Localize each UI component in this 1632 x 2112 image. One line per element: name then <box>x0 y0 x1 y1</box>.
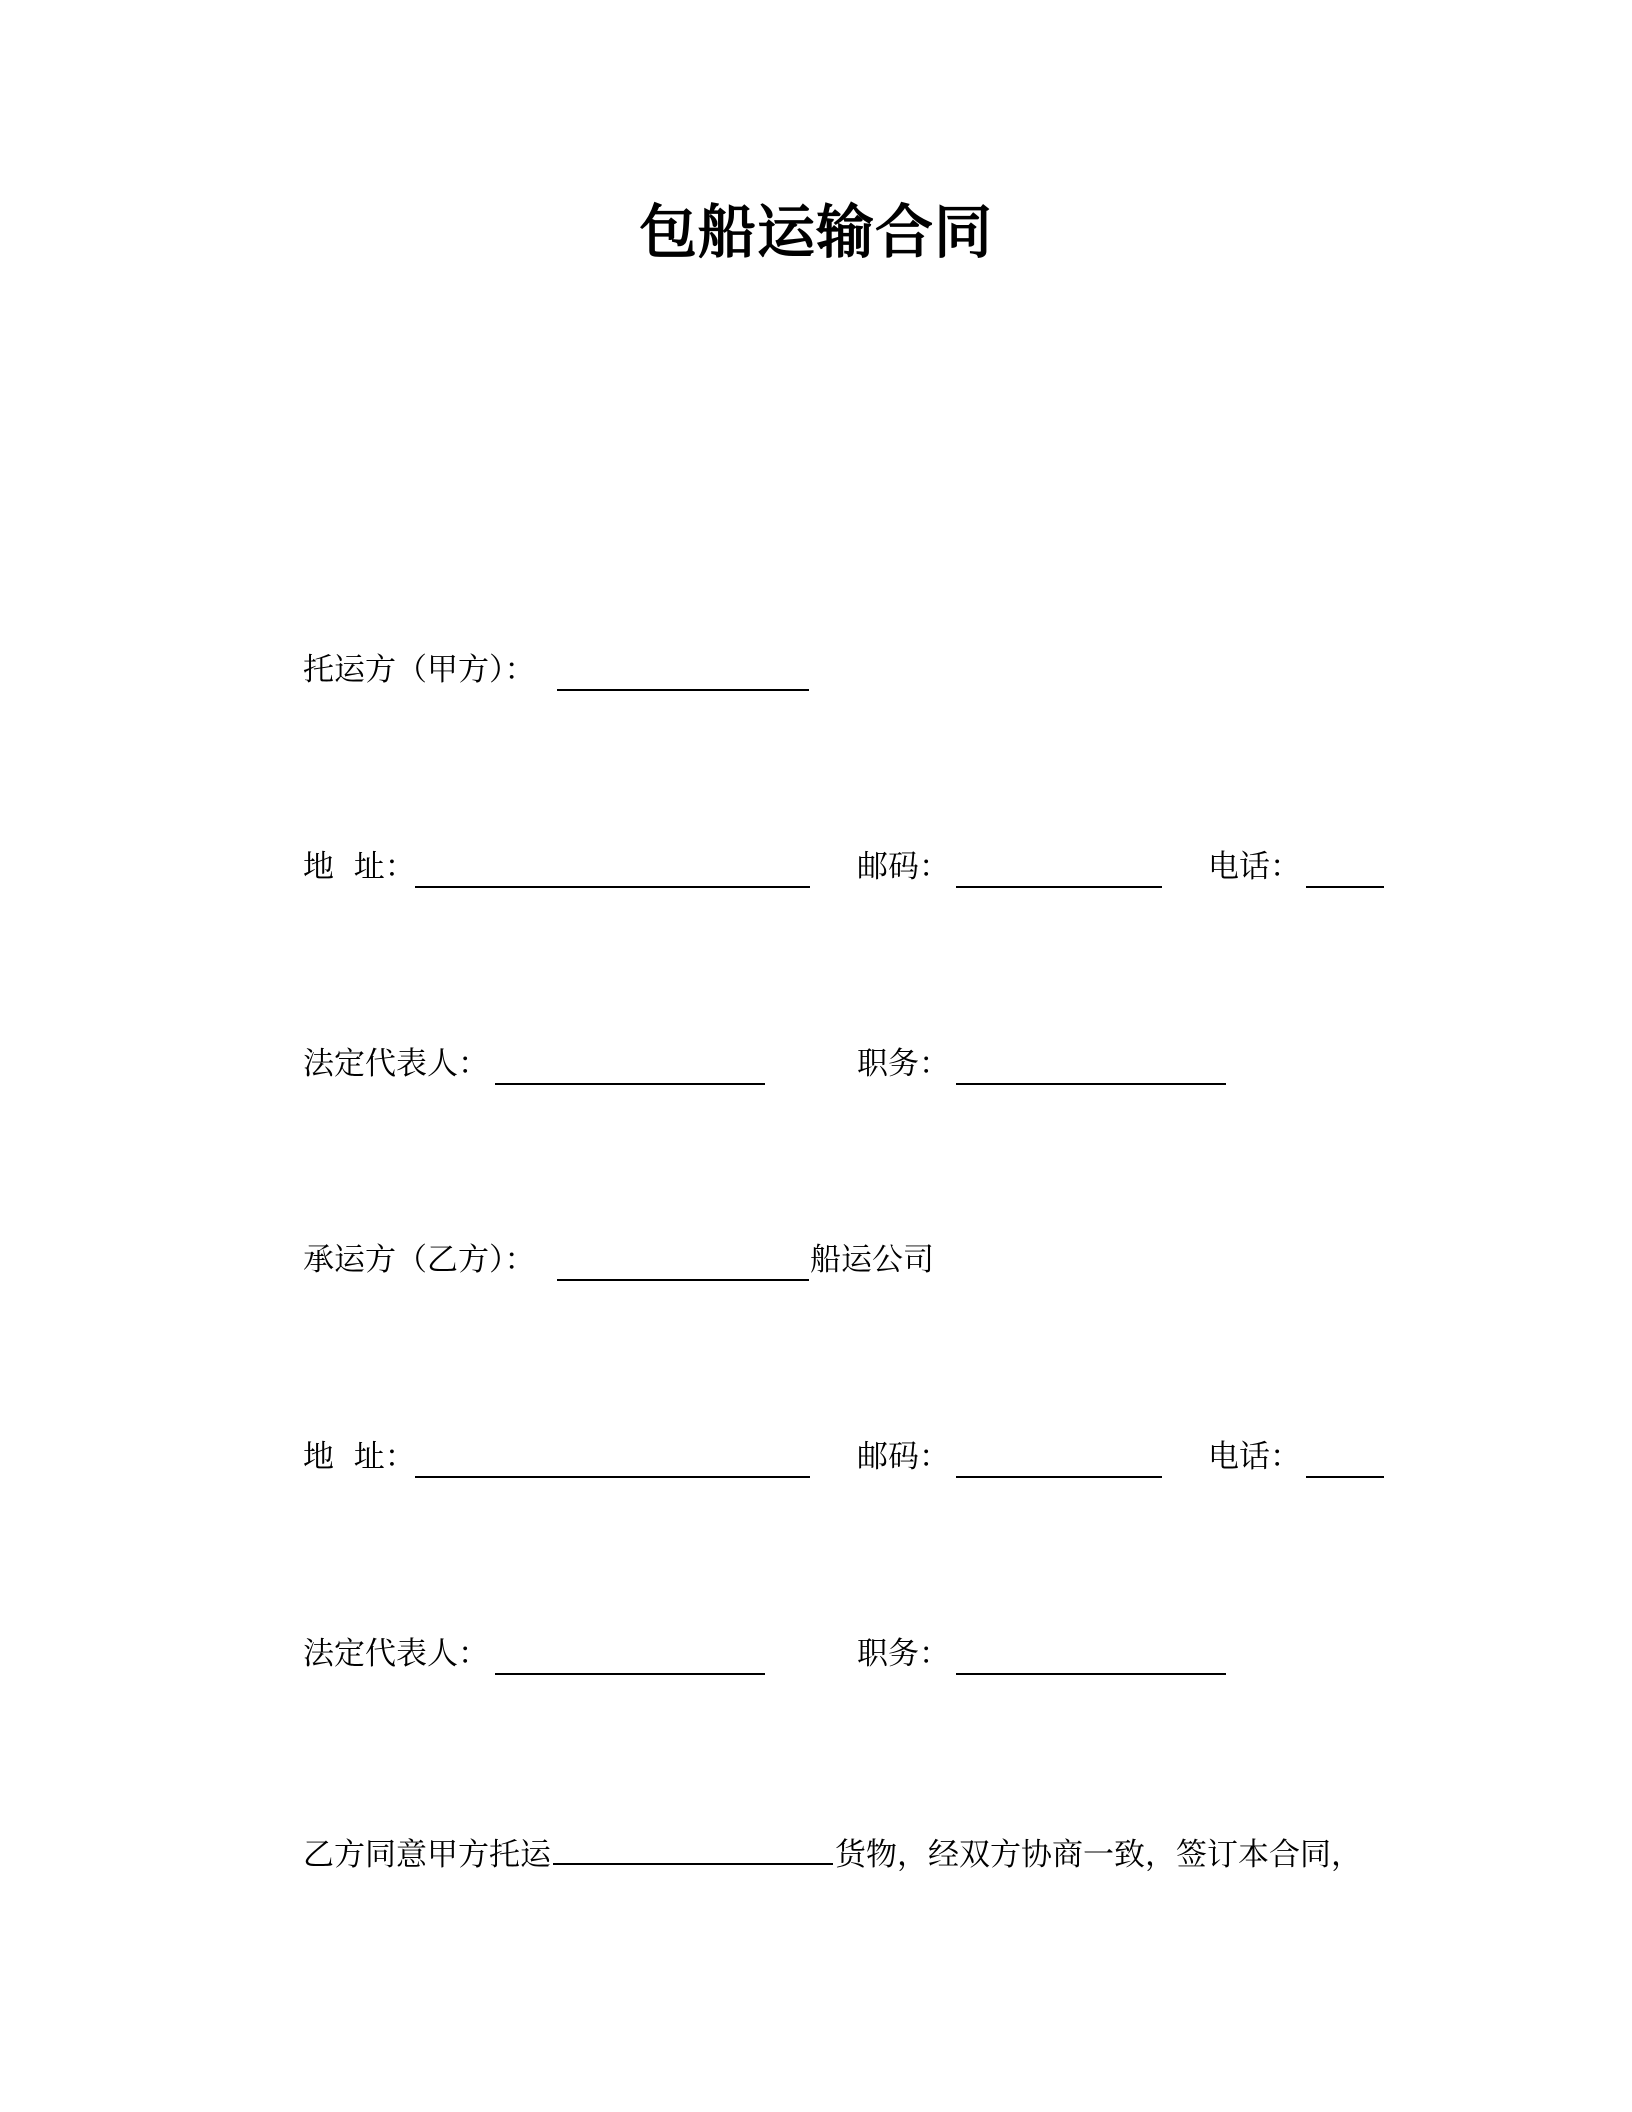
party-b-legal-rep-blank[interactable] <box>495 1673 765 1675</box>
party-a-postcode-blank[interactable] <box>956 886 1162 888</box>
party-a-address-blank[interactable] <box>415 886 810 888</box>
party-b-phone-label: 电话： <box>1208 1439 1301 1475</box>
party-b-address-label: 地 址： <box>303 1439 416 1475</box>
party-b-legal-rep-row <box>0 1634 1632 1674</box>
party-a-address-label: 地 址： <box>303 849 416 885</box>
party-a-name-blank[interactable] <box>557 689 809 691</box>
party-b-postcode-label: 邮码： <box>857 1439 950 1475</box>
party-a-phone-label: 电话： <box>1208 849 1301 885</box>
party-a-legal-rep-label: 法定代表人： <box>303 1046 489 1082</box>
party-a-position-blank[interactable] <box>956 1083 1226 1085</box>
party-a-legal-rep-row <box>0 1044 1632 1084</box>
document-title: 包船运输合同 <box>638 198 993 266</box>
party-b-name-label: 承运方（乙方）： <box>303 1242 536 1278</box>
party-b-postcode-blank[interactable] <box>956 1476 1162 1478</box>
party-a-postcode-label: 邮码： <box>857 849 950 885</box>
party-b-position-label: 职务： <box>857 1636 950 1672</box>
party-a-address-row <box>0 847 1632 887</box>
party-b-address-row <box>0 1437 1632 1477</box>
party-b-name-suffix: 船运公司 <box>810 1242 934 1278</box>
cargo-name-blank[interactable] <box>553 1831 833 1865</box>
party-b-phone-blank[interactable] <box>1306 1476 1384 1478</box>
party-b-name-row <box>0 1240 1632 1280</box>
intro-paragraph <box>303 1831 1362 1875</box>
party-a-legal-rep-blank[interactable] <box>495 1083 765 1085</box>
intro-text-after: 货物，经双方协商一致，签订本合同， <box>835 1837 1362 1873</box>
intro-text-before: 乙方同意甲方托运 <box>303 1837 551 1873</box>
party-a-name-row <box>0 650 1632 690</box>
party-b-name-blank[interactable] <box>557 1279 809 1281</box>
party-b-position-blank[interactable] <box>956 1673 1226 1675</box>
party-a-phone-blank[interactable] <box>1306 886 1384 888</box>
party-a-position-label: 职务： <box>857 1046 950 1082</box>
party-b-legal-rep-label: 法定代表人： <box>303 1636 489 1672</box>
party-b-address-blank[interactable] <box>415 1476 810 1478</box>
party-a-name-label: 托运方（甲方）： <box>303 652 536 688</box>
